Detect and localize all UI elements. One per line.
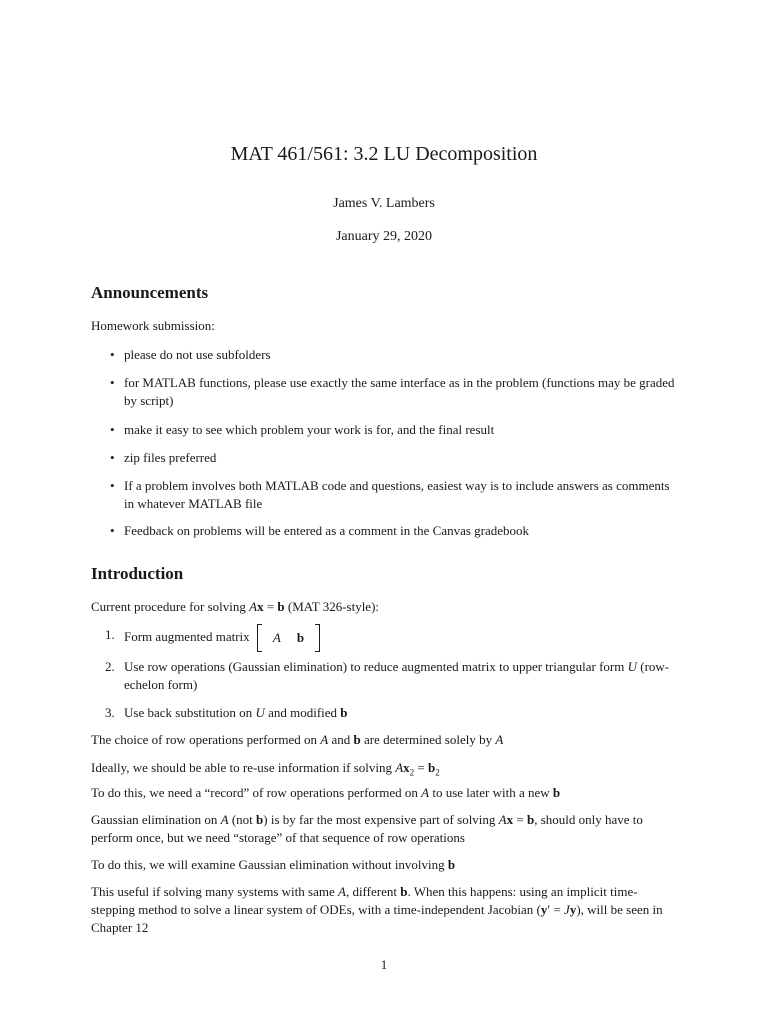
paragraph: Gaussian elimination on A (not b) is by far the most expensive part of solving Ax = b, should only have to perform once, but we need “storage” of that sequence of row operations: [91, 812, 643, 845]
enum-item: 2. Use row operations (Gaussian elimination) to reduce augmented matrix to upper triangular form U (row-echelon form): [105, 659, 670, 692]
bullet-icon: •: [110, 450, 115, 465]
document-title: MAT 461/561: 3.2 LU Decomposition: [230, 143, 538, 165]
announcements-heading: Announcements: [91, 283, 209, 302]
augmented-matrix: A b: [257, 626, 320, 650]
author-name: James V. Lambers: [333, 196, 435, 211]
enum-item: 1. Form augmented matrix A b: [105, 626, 682, 650]
enum-item: 3. Use back substitution on U and modified b: [105, 705, 348, 720]
paragraph: The choice of row operations performed on A and b are determined solely by A: [91, 732, 504, 747]
bullet-item: • please do not use subfolders: [110, 347, 271, 362]
paragraph: This useful if solving many systems with same A, different b. When this happens: using an implicit time-stepping method to solve a linear system of ODEs, with a time-independent Jacobian (y′ = Jy), will be seen in Chapter 12: [91, 884, 663, 935]
bullet-icon: •: [110, 478, 115, 493]
procedure-paragraph: Current procedure for solving Ax = b (MAT 326-style):: [91, 599, 380, 614]
paragraph: To do this, we will examine Gaussian elimination without involving b: [91, 857, 456, 872]
bullet-item: • for MATLAB functions, please use exactly the same interface as in the problem (functions may be graded by script): [110, 375, 675, 408]
document-date: January 29, 2020: [335, 229, 433, 244]
bullet-icon: •: [110, 422, 115, 437]
announcements-intro: Homework submission:: [91, 318, 215, 333]
page-number: 1: [380, 957, 388, 972]
paragraph: To do this, we need a “record” of row operations performed on A to use later with a new b: [91, 785, 561, 800]
bullet-item: • If a problem involves both MATLAB code and questions, easiest way is to include answers as comments in whatever MATLAB file: [110, 478, 670, 511]
bullet-item: • Feedback on problems will be entered as a comment in the Canvas gradebook: [110, 523, 530, 538]
bullet-icon: •: [110, 523, 115, 538]
introduction-heading: Introduction: [91, 564, 184, 583]
bullet-icon: •: [110, 347, 115, 362]
bullet-item: • zip files preferred: [110, 450, 217, 465]
paragraph: Ideally, we should be able to re-use information if solving $Ax_2 = b_2$: [91, 760, 440, 778]
bullet-item: • make it easy to see which problem your work is for, and the final result: [110, 422, 495, 437]
bullet-icon: •: [110, 375, 115, 390]
